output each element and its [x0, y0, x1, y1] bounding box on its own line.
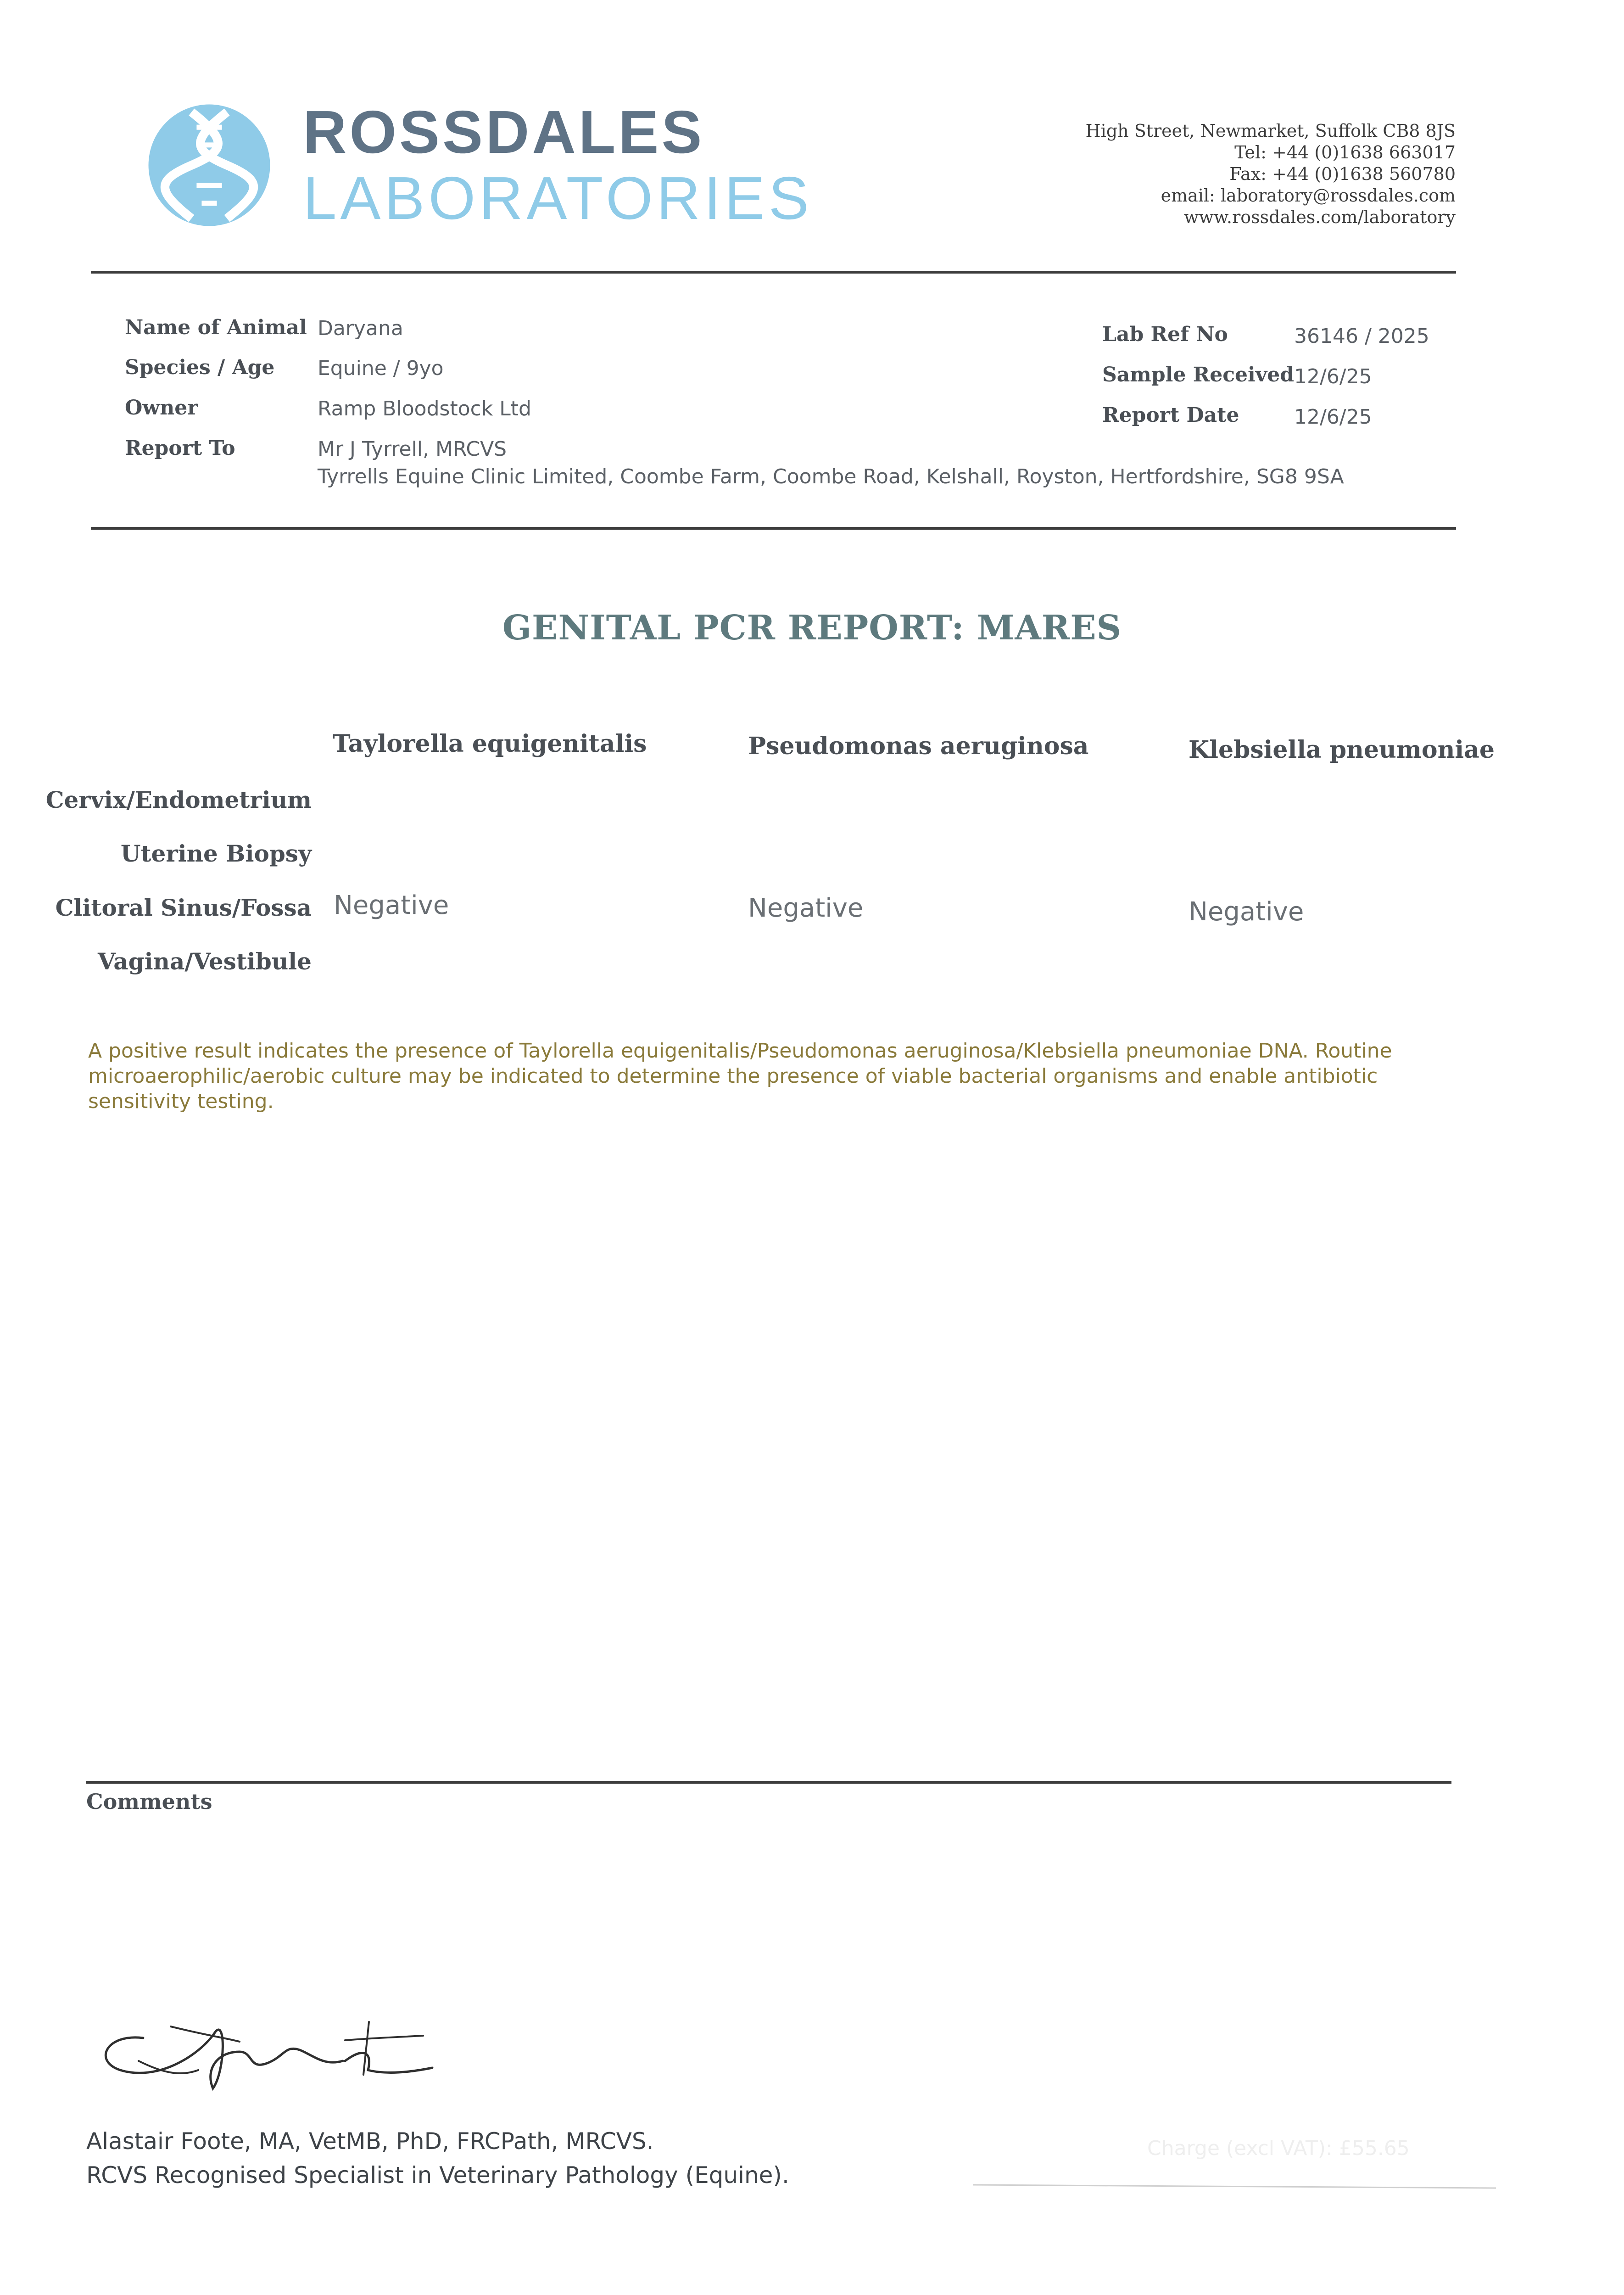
- sample-received-value: 12/6/25: [1294, 365, 1372, 388]
- report-to-label: Report To: [125, 437, 235, 460]
- dna-logo-icon: [146, 102, 273, 229]
- species-label: Species / Age: [125, 356, 275, 379]
- comments-divider: [86, 1781, 1451, 1784]
- signature-icon: [88, 1983, 446, 2093]
- sample-received-label: Sample Received: [1102, 363, 1295, 386]
- comments-label: Comments: [86, 1789, 212, 1814]
- lab-address: High Street, Newmarket, Suffolk CB8 8JS: [1085, 121, 1456, 141]
- lab-fax: Fax: +44 (0)1638 560780: [1229, 164, 1456, 184]
- report-to-name: Mr J Tyrrell, MRCVS: [318, 437, 507, 461]
- result-klebsiella-clitoral: Negative: [1189, 897, 1304, 927]
- site-clitoral-sinus-fossa: Clitoral Sinus/Fossa: [55, 894, 312, 921]
- info-divider: [91, 527, 1456, 530]
- report-title: GENITAL PCR REPORT: MARES: [502, 608, 1122, 648]
- site-vagina-vestibule: Vagina/Vestibule: [98, 948, 312, 975]
- interpretation-note: A positive result indicates the presence of Taylorella equigenitalis/Pseudomonas aeruginosa/Klebsiella pneumoniae DNA. Routine microaerophilic/aerobic culture may be indicated to determine the presence of viable bacterial organisms and enable antibiotic sensitivity testing.: [88, 1039, 1392, 1113]
- signatory-title: RCVS Recognised Specialist in Veterinary Pathology (Equine).: [86, 2162, 789, 2189]
- signatory-name: Alastair Foote, MA, VetMB, PhD, FRCPath, MRCVS.: [86, 2128, 654, 2155]
- signatory-block: [86, 2124, 789, 2192]
- report-date-label: Report Date: [1102, 403, 1239, 427]
- lab-website: www.rossdales.com/laboratory: [1183, 207, 1456, 227]
- owner-name: Ramp Bloodstock Ltd: [318, 397, 531, 420]
- report-to-address: Tyrrells Equine Clinic Limited, Coombe Farm, Coombe Road, Kelshall, Royston, Hertfordshire, SG8 9SA: [318, 465, 1344, 488]
- result-pseudomonas-clitoral: Negative: [748, 893, 864, 923]
- species-age: Equine / 9yo: [318, 357, 444, 380]
- brand-subtitle: LABORATORIES: [303, 164, 813, 232]
- header-divider: [91, 271, 1456, 274]
- result-taylorella-clitoral: Negative: [334, 890, 449, 920]
- lab-email: email: laboratory@rossdales.com: [1161, 185, 1456, 206]
- column-header-taylorella: Taylorella equigenitalis: [333, 730, 647, 758]
- column-header-klebsiella: Klebsiella pneumoniae: [1189, 736, 1495, 764]
- site-cervix-endometrium: Cervix/Endometrium: [45, 786, 312, 813]
- lab-contact-block: [1086, 120, 1456, 228]
- lab-tel: Tel: +44 (0)1638 663017: [1234, 142, 1456, 162]
- lab-ref-label: Lab Ref No: [1102, 323, 1228, 346]
- lab-ref-value: 36146 / 2025: [1294, 325, 1429, 348]
- report-date-value: 12/6/25: [1294, 405, 1372, 429]
- animal-name: Daryana: [318, 317, 403, 340]
- name-label: Name of Animal: [125, 316, 307, 339]
- charge-text: Charge (excl VAT): £55.65: [1147, 2137, 1410, 2160]
- column-header-pseudomonas: Pseudomonas aeruginosa: [748, 732, 1089, 760]
- site-uterine-biopsy: Uterine Biopsy: [120, 840, 312, 867]
- brand-name: ROSSDALES: [303, 98, 705, 166]
- owner-label: Owner: [125, 396, 198, 420]
- footer-faint-line: [973, 2184, 1496, 2189]
